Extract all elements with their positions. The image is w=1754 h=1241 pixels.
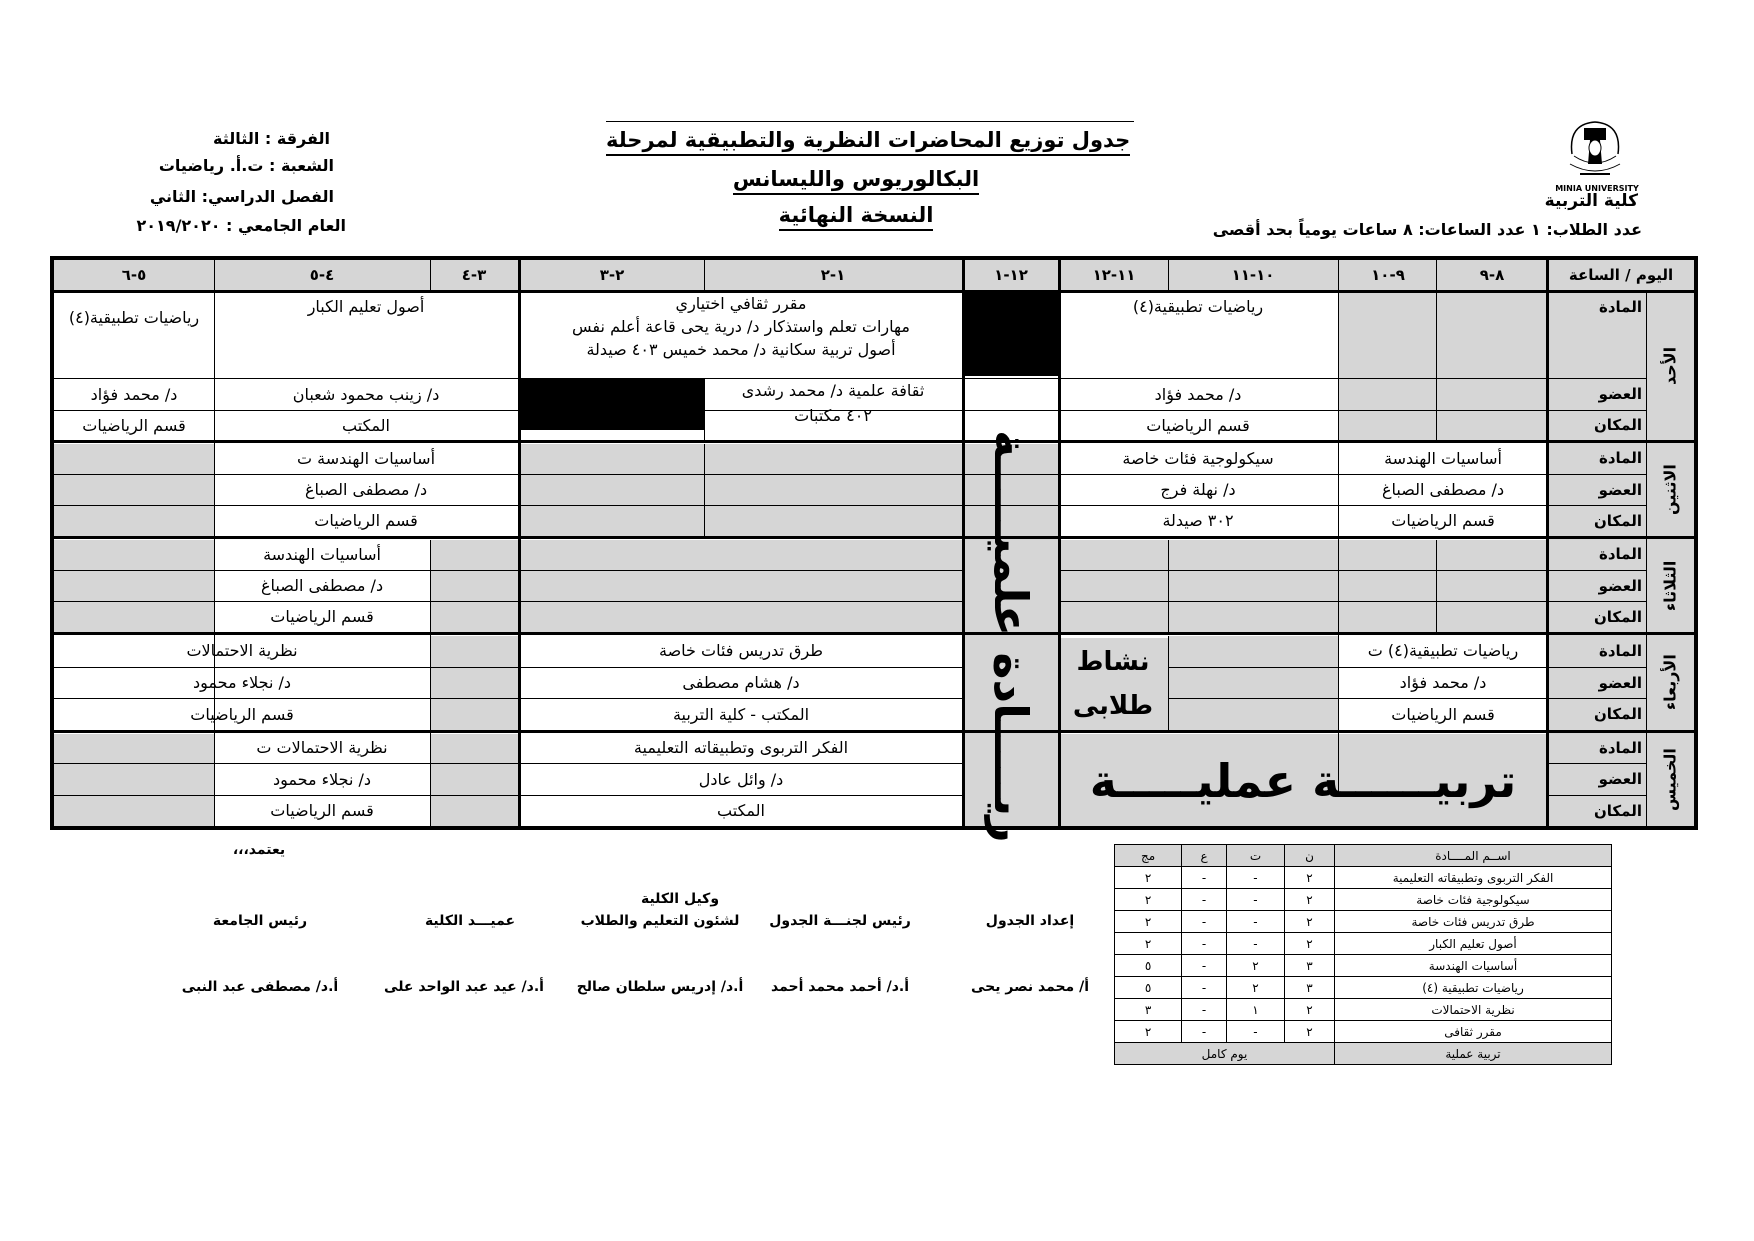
day-wednesday: الأربعاء [1660, 654, 1680, 711]
table-row: سيكولوجية فئات خاصة ٢ - - ٢ [1115, 889, 1612, 911]
sun-math2-member: د/ محمد فؤاد [90, 384, 178, 404]
label-place: المكان [1594, 607, 1642, 626]
wed-prob-member: د/ نجلاء محمود [192, 673, 292, 693]
label-subject: المادة [1598, 545, 1642, 564]
slot-header: ١٢-١ [994, 265, 1028, 284]
wed-prob-place: قسم الرياضيات [190, 704, 294, 724]
table-header-row: اســم المــــادة ن ت ع مج [1115, 845, 1612, 867]
label-place: المكان [1594, 511, 1642, 530]
label-subject: المادة [1598, 738, 1642, 757]
empty-cell [54, 444, 214, 536]
mon-geo-subject: أساسيات الهندسة [1384, 448, 1502, 468]
sun-culture-title: مقرر ثقافي اختياري [675, 294, 807, 314]
table-row: طرق تدريس فئات خاصة ٢ - - ٢ [1115, 911, 1612, 933]
day-thursday: الخميس [1660, 748, 1680, 811]
blocked-slot [964, 292, 1058, 376]
approval-label: يعتمد،،، [232, 842, 286, 858]
mon-psy-member: د/ نهلة فرج [1160, 480, 1236, 500]
division-label: الشعبة : ت.أ. رياضيات [158, 156, 334, 175]
empty-cell [430, 540, 962, 632]
label-member: العضو [1598, 480, 1642, 499]
label-member: العضو [1598, 673, 1642, 692]
mon-geo2-member: د/ مصطفى الصباغ [304, 480, 428, 500]
tue-geo-place: قسم الرياضيات [270, 607, 374, 627]
table-row: نظرية الاحتمالات ٢ ١ - ٣ [1115, 999, 1612, 1021]
mon-geo2-subject: أساسيات الهندسة ت [296, 448, 436, 468]
thu-thought-member: د/ وائل عادل [698, 769, 784, 789]
president-name: أ.د/ مصطفى عبد النبى [181, 979, 339, 995]
credit-hours-table [1114, 844, 1612, 1065]
vice-dean-subtitle: لشئون التعليم والطلاب [580, 913, 740, 929]
dean-name: أ.د/ عيد عبد الواحد على [384, 979, 544, 995]
page-title: جدول توزيع المحاضرات النظرية والتطبيقية لمرحلة [606, 128, 1106, 152]
empty-cell [430, 636, 518, 730]
slot-header: ١٠-١١ [1231, 265, 1275, 284]
wed-math-member: د/ محمد فؤاد [1399, 673, 1487, 693]
mon-psy-subject: سيكولوجية فئات خاصة [1122, 448, 1274, 468]
slot-header: ٢-٣ [599, 265, 625, 284]
label-place: المكان [1594, 801, 1642, 820]
empty-cell [704, 444, 962, 536]
empty-cell [1060, 540, 1546, 632]
counts-label: عدد الطلاب: ١ عدد الساعات: ٨ ساعات يومياً بحد أقصى [1212, 220, 1642, 239]
sun-culture-line3: ثقافة علمية د/ محمد رشدى [741, 381, 925, 401]
president-title: رئيس الجامعة [212, 913, 308, 929]
dean-title: عميـــد الكلية [424, 913, 516, 929]
vice-dean-name: أ.د/ إدريس سلطان صالح [576, 979, 744, 995]
tue-geo-subject: أساسيات الهندسة [263, 544, 381, 564]
preparer-name: أ/ محمد نصر يحى [970, 979, 1090, 995]
sun-math2-subject: رياضيات تطبيقية(٤) [68, 308, 200, 328]
label-place: المكان [1594, 705, 1642, 724]
header-corner: اليوم / الساعة [1568, 265, 1674, 284]
empty-cell [54, 734, 214, 826]
sun-math2-place: قسم الرياضيات [82, 415, 186, 435]
academic-year-label: العام الجامعي : ٢٠١٩/٢٠٢٠ [136, 216, 346, 235]
page-subtitle: البكالوريوس والليسانس [676, 167, 1036, 191]
year-label: الفرقة : الثالثة [213, 129, 330, 148]
tue-geo-member: د/ مصطفى الصباغ [260, 576, 384, 596]
label-subject: المادة [1598, 449, 1642, 468]
slot-header: ٨-٩ [1479, 265, 1505, 284]
thu-prob-place: قسم الرياضيات [270, 801, 374, 821]
thu-prob-member: د/ نجلاء محمود [272, 769, 372, 789]
wed-prob-subject: نظرية الاحتمالات [186, 641, 298, 661]
day-sunday: الأحد [1660, 346, 1680, 386]
slot-header: ١١-١٢ [1092, 265, 1136, 284]
vice-dean-title: وكيل الكلية [640, 891, 720, 907]
university-logo [1560, 114, 1630, 190]
committee-name: أ.د/ أحمد محمد أحمد [771, 979, 909, 995]
wed-teach-member: د/ هشام مصطفى [682, 673, 800, 693]
faculty-label: كلية التربية [1544, 191, 1638, 211]
thu-thought-place: المكتب [717, 801, 765, 821]
committee-title: رئيس لجنـــة الجدول [769, 913, 911, 929]
empty-cell [520, 444, 704, 536]
empty-cell [1168, 636, 1338, 730]
student-activity: نشاط طلابى [1072, 647, 1154, 721]
mon-geo-member: د/ مصطفى الصباغ [1381, 480, 1505, 500]
version-label: النسخة النهائية [736, 203, 976, 227]
university-name: MINIA UNIVERSITY [1555, 184, 1639, 193]
empty-cell [54, 540, 214, 632]
wed-teach-subject: طرق تدريس فئات خاصة [659, 641, 824, 661]
preparer-title: إعداد الجدول [985, 913, 1075, 929]
table-row: تربية عملية يوم كامل [1115, 1043, 1612, 1065]
table-row: أساسيات الهندسة ٣ ٢ - ٥ [1115, 955, 1612, 977]
sun-adult-subject: أصول تعليم الكبار [307, 297, 425, 317]
slot-header: ٣-٤ [461, 265, 487, 284]
sun-culture-line4: ٤٠٢ مكتبات [794, 406, 872, 426]
mon-geo-place: قسم الرياضيات [1391, 511, 1495, 531]
slot-header: ٥-٦ [121, 265, 147, 284]
empty-cell [430, 734, 518, 826]
label-subject: المادة [1598, 641, 1642, 660]
slot-header: ١-٢ [820, 265, 846, 284]
wed-math-place: قسم الرياضيات [1391, 704, 1495, 724]
label-member: العضو [1598, 770, 1642, 789]
day-monday: الاثنين [1660, 464, 1680, 515]
practical-education: تربيــــــة عمليـــــة [1089, 754, 1517, 808]
label-member: العضو [1598, 385, 1642, 404]
header-rule [606, 121, 1134, 122]
thu-prob-subject: نظرية الاحتمالات ت [256, 738, 388, 758]
slot-header: ٩-١٠ [1371, 265, 1405, 284]
wed-teach-place: المكتب - كلية التربية [672, 704, 810, 724]
mon-psy-place: ٣٠٢ صيدلة [1162, 511, 1234, 531]
label-subject: المادة [1598, 297, 1642, 316]
sun-math-place: قسم الرياضيات [1146, 415, 1250, 435]
table-row: أصول تعليم الكبار ٢ - - ٢ [1115, 933, 1612, 955]
sun-math-member: د/ محمد فؤاد [1154, 384, 1242, 404]
sun-culture-line2: أصول تربية سكانية د/ محمد خميس ٤٠٣ صيدلة [586, 340, 896, 360]
slot-header: ٤-٥ [309, 265, 335, 284]
label-member: العضو [1598, 576, 1642, 595]
nefertiti-icon [1560, 114, 1630, 190]
table-row: الفكر التربوى وتطبيقاته التعليمية ٢ - - ٢ [1115, 867, 1612, 889]
thu-thought-subject: الفكر التربوى وتطبيقاته التعليمية [633, 738, 849, 758]
empty-cell [1338, 292, 1546, 442]
semester-label: الفصل الدراسي: الثاني [149, 187, 334, 206]
table-row: مقرر ثقافى ٢ - - ٢ [1115, 1021, 1612, 1043]
sun-adult-place: المكتب [342, 415, 390, 435]
sun-culture-line1: مهارات تعلم واستذكار د/ درية يحى قاعة أعلم نفس [572, 317, 910, 337]
label-place: المكان [1594, 416, 1642, 435]
wed-math-subject: رياضيات تطبيقية(٤) ت [1367, 641, 1519, 661]
sun-adult-member: د/ زينب محمود شعبان [292, 384, 440, 404]
sun-math-subject: رياضيات تطبيقية(٤) [1132, 297, 1264, 317]
day-tuesday: الثلاثاء [1660, 560, 1680, 611]
scientific-leadership: ريـــــادة علميـــــة [984, 429, 1038, 843]
table-row: رياضيات تطبيقية (٤) ٣ ٢ - ٥ [1115, 977, 1612, 999]
blocked-slot [520, 378, 704, 430]
mon-geo2-place: قسم الرياضيات [314, 511, 418, 531]
